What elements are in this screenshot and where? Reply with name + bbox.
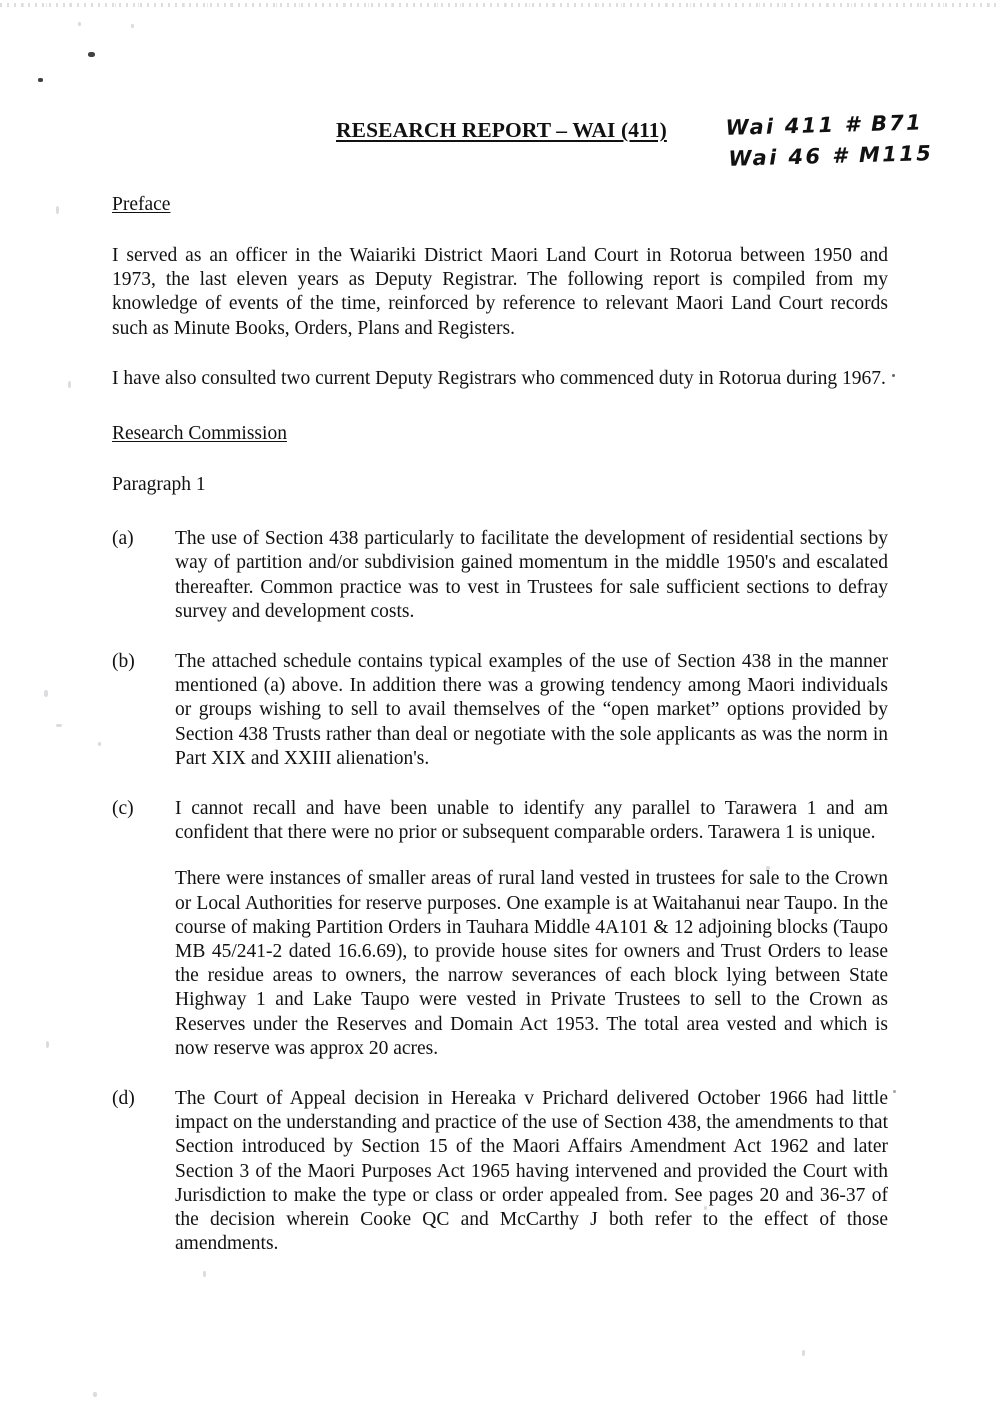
scan-speck [56, 206, 59, 214]
title-row [0, 110, 1000, 188]
stray-ink-mark [893, 1090, 896, 1093]
scan-edge-noise [0, 3, 1000, 7]
scan-speck [78, 22, 81, 26]
scan-speck [68, 381, 71, 388]
stray-ink-mark [892, 374, 895, 377]
scan-speck [802, 1350, 805, 1356]
section-heading-preface: Preface [112, 194, 171, 215]
list-item-text: The attached schedule contains typical examples of the use of Section 438 in the manner mentioned (a) above. In addition there was a growing tendency among Maori individuals or groups wishing to sell to avail themselves of the “open market” options provided by Section 438 Trusts rather than deal or negotiate with the sole applicants as was the norm in Part XIX and XXIII alienation's. [175, 651, 888, 769]
list-item [112, 1087, 888, 1256]
handwritten-annotation-line-2: Wai 46 # M115 [728, 141, 934, 171]
scan-speck [203, 1271, 206, 1277]
scan-speck [131, 24, 134, 28]
scan-speck [93, 1392, 97, 1397]
list-item-text: The Court of Appeal decision in Hereaka v Prichard delivered October 1966 had little impact on the understanding and practice of the use of Section 438, the amendments to that Section introduced by Section 15 of the Maori Affairs Amendment Act 1962 and later Section 3 of the Maori Purposes Act 1965 having intervened and provided the Court with Jurisdiction to make the type or class or order appealed from. See pages 20 and 36-37 of the decision wherein Cooke QC and McCarthy J both refer to the effect of those amendments. [175, 1088, 888, 1255]
scan-speck [88, 52, 95, 57]
scan-speck [44, 690, 48, 697]
scan-speck [46, 1041, 49, 1048]
page-title: RESEARCH REPORT – WAI (411) [336, 118, 667, 142]
list-item [112, 527, 888, 624]
list-item-marker: (c) [112, 798, 134, 820]
list-item-marker: (d) [112, 1088, 135, 1110]
list-item-marker: (a) [112, 528, 134, 550]
scan-speck [38, 78, 43, 82]
section-heading-research-commission: Research Commission [112, 423, 287, 445]
list-item-continuation-text: There were instances of smaller areas of rural land vested in trustees for sale to the Crown or Local Authorities for reserve purposes. One example is at Waitahanui near Taupo. In the course of making Partition Orders in Tauhara Middle 4A101 & 12 adjoining blocks (Taupo MB 45/241-2 dated 16.6.69), to provide house sites for owners and Trust Orders to lease the residue areas to owners, the narrow severances of each block lying between State Highway 1 and Lake Taupo were vested in Private Trustees to sell to the Crown as Reserves under the Reserves and Domain Act 1953. The total area vested and which is now reserve was approx 20 acres. [175, 868, 888, 1059]
handwritten-annotation-line-1: Wai 411 # B71 [725, 110, 924, 140]
list-item [112, 650, 888, 771]
paragraph-number-label: Paragraph 1 [112, 474, 206, 496]
preface-paragraph-2: I have also consulted two current Deputy Registrars who commenced duty in Rotorua during 1967. [112, 367, 886, 389]
preface-paragraph-1: I served as an officer in the Waiariki District Maori Land Court in Rotorua between 1950 and 1973, the last eleven years as Deputy Registrar. The following report is compiled from my knowledge of events of the time, reinforced by reference to relevant Maori Land Court records such as Minute Books, Orders, Plans and Registers. [112, 245, 888, 339]
list-item-text: The use of Section 438 particularly to facilitate the development of residential sections by way of partition and/or subdivision gained momentum in the middle 1950's and escalated thereafter. Common practice was to vest in Trustees for sale sufficient sections to defray survey and development costs. [175, 528, 888, 622]
document-body [112, 192, 888, 1257]
scan-speck [56, 724, 62, 727]
list-item-marker: (b) [112, 651, 135, 673]
list-item-text: I cannot recall and have been unable to identify any parallel to Tarawera 1 and am confident that there were no prior or subsequent comparable orders. Tarawera 1 is unique. [175, 798, 888, 844]
scan-speck [98, 742, 101, 746]
list-item [112, 797, 888, 1061]
handwritten-annotation [725, 107, 933, 175]
